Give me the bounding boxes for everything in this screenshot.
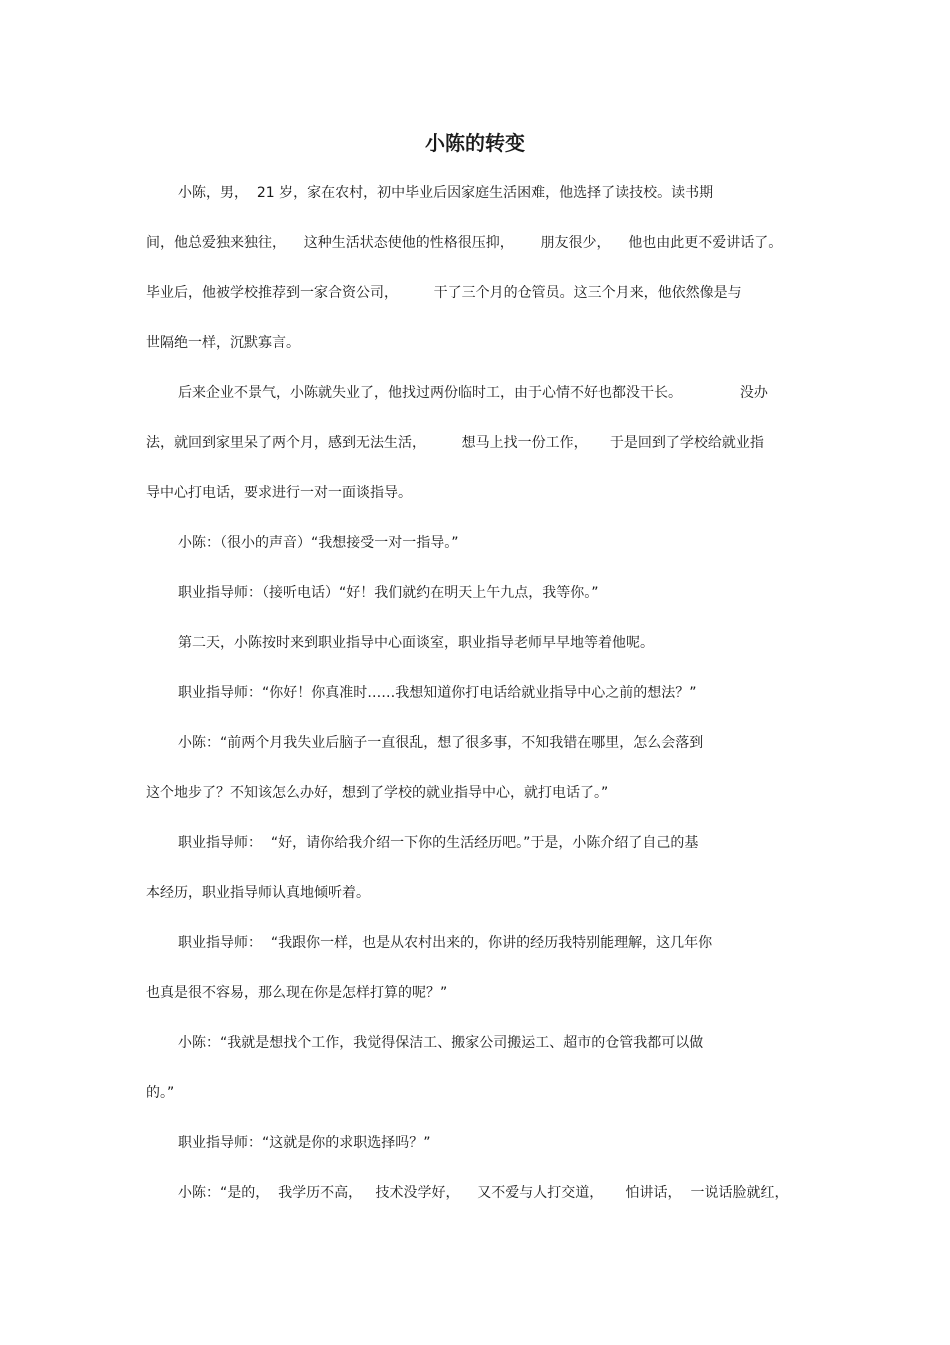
text-line: 职业指导师：“这就是你的求职选择吗？” bbox=[178, 1135, 431, 1151]
document-title: 小陈的转变 bbox=[425, 131, 525, 155]
text-line: 本经历，职业指导师认真地倾听着。 bbox=[146, 885, 370, 901]
text-line: 职业指导师：（接听电话）“好！我们就约在明天上午九点，我等你。” bbox=[178, 585, 599, 601]
text-line: 小陈，男， 21 岁，家在农村，初中毕业后因家庭生活困难，他选择了读技校。读书期 bbox=[178, 185, 714, 201]
text-line: 第二天，小陈按时来到职业指导中心面谈室，职业指导老师早早地等着他呢。 bbox=[178, 635, 654, 651]
text-line: 小陈：（很小的声音）“我想接受一对一指导。” bbox=[178, 535, 459, 551]
text-line: 世隔绝一样，沉默寡言。 bbox=[146, 335, 300, 351]
text-line: 后来企业不景气，小陈就失业了，他找过两份临时工，由于心情不好也都没干长。 没办 bbox=[178, 385, 768, 401]
text-line: 毕业后，他被学校推荐到一家合资公司， 干了三个月的仓管员。这三个月来，他依然像是与 bbox=[146, 285, 742, 301]
text-line: 的。” bbox=[146, 1085, 175, 1101]
text-line: 导中心打电话，要求进行一对一面谈指导。 bbox=[146, 485, 412, 501]
text-line: 也真是很不容易，那么现在你是怎样打算的呢？” bbox=[146, 985, 448, 1001]
text-line: 这个地步了？不知该怎么办好，想到了学校的就业指导中心，就打电话了。” bbox=[146, 785, 609, 801]
text-line: 小陈：“我就是想找个工作，我觉得保洁工、搬家公司搬运工、超市的仓管我都可以做 bbox=[178, 1035, 704, 1051]
text-line: 法，就回到家里呆了两个月，感到无法生活， 想马上找一份工作， 于是回到了学校给就业指 bbox=[146, 435, 764, 451]
text-line: 职业指导师： “好，请你给我介绍一下你的生活经历吧。”于是，小陈介绍了自己的基 bbox=[178, 835, 699, 851]
text-line: 小陈：“是的， 我学历不高， 技术没学好， 又不爱与人打交道， 怕讲话， 一说话脸就红， bbox=[178, 1185, 789, 1201]
text-line: 小陈：“前两个月我失业后脑子一直很乱，想了很多事，不知我错在哪里，怎么会落到 bbox=[178, 735, 704, 751]
text-line: 职业指导师： “我跟你一样，也是从农村出来的，你讲的经历我特别能理解，这几年你 bbox=[178, 935, 713, 951]
text-line: 职业指导师：“你好！你真准时……我想知道你打电话给就业指导中心之前的想法？” bbox=[178, 685, 697, 701]
text-line: 间，他总爱独来独往， 这种生活状态使他的性格很压抑， 朋友很少， 他也由此更不爱讲话了。 bbox=[146, 235, 783, 251]
